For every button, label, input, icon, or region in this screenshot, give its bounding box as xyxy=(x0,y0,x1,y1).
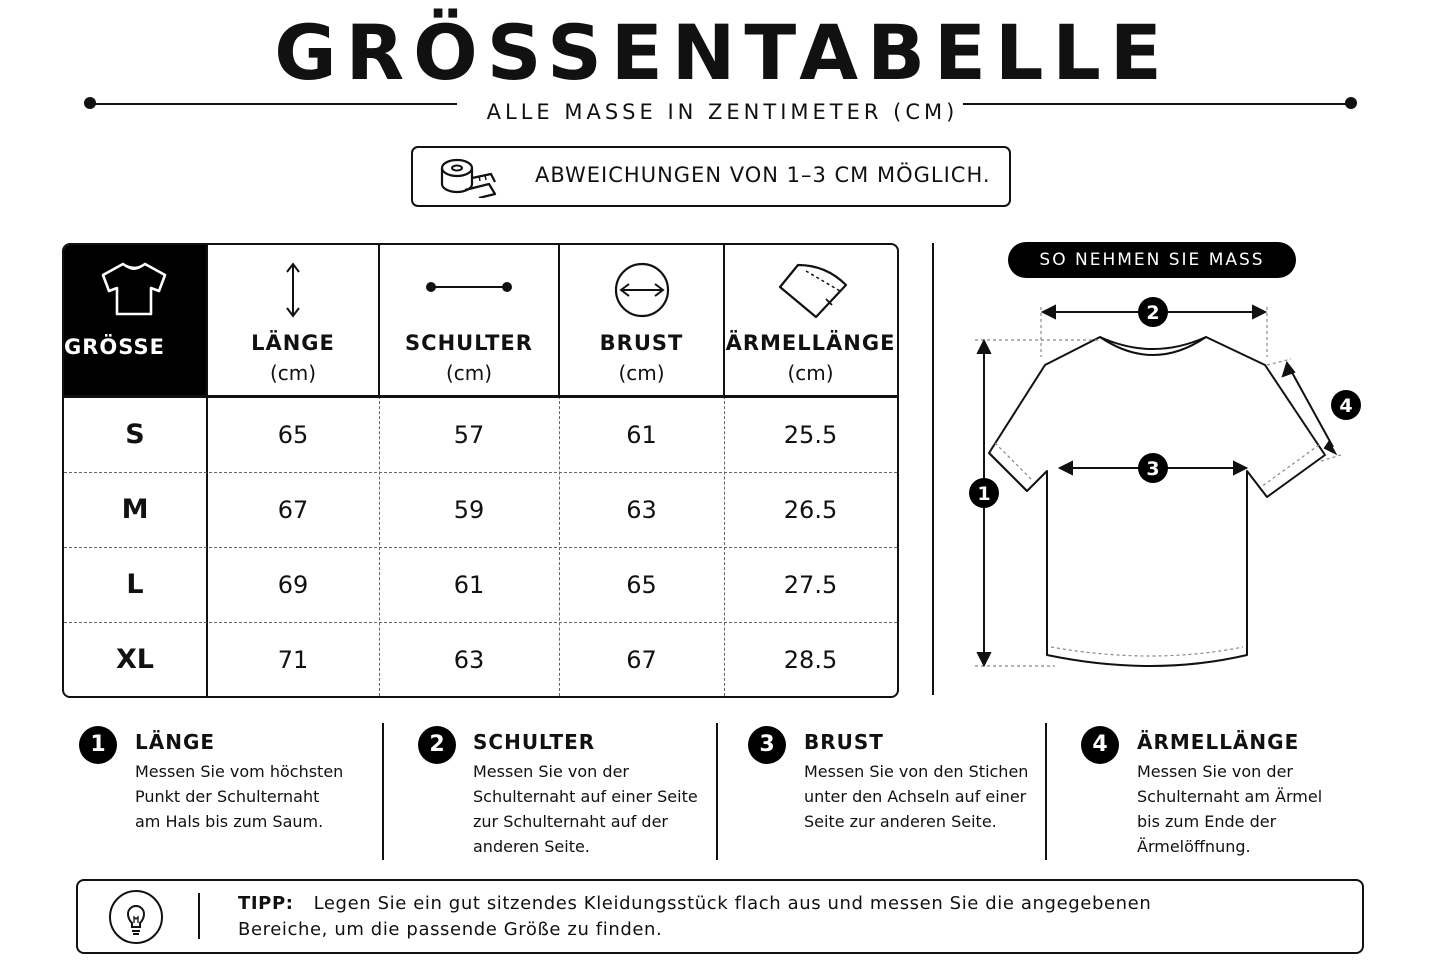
deviation-notice xyxy=(411,146,1011,207)
size-table xyxy=(62,243,899,698)
column-name: ÄRMELLÄNGE xyxy=(725,331,896,355)
table-cell: 63 xyxy=(453,646,485,674)
marker-4 xyxy=(1331,390,1361,420)
measure-title: ÄRMELLÄNGE xyxy=(1137,730,1300,754)
size-label: L xyxy=(126,569,144,600)
column-separator xyxy=(716,723,718,860)
column-header-brust xyxy=(559,245,724,396)
tshirt-icon xyxy=(99,261,169,317)
table-cell: 27.5 xyxy=(783,571,838,599)
description-line: Schulternaht am Ärmel xyxy=(1137,787,1323,806)
tape-measure-icon xyxy=(439,156,499,198)
tshirt-measurement-diagram xyxy=(955,285,1375,685)
section-divider xyxy=(932,243,934,695)
description-line: Punkt der Schulternaht xyxy=(135,787,320,806)
marker-1 xyxy=(969,478,999,508)
tip-separator xyxy=(198,893,200,939)
description-line: bis zum Ende der xyxy=(1137,812,1277,831)
notice-text: ABWEICHUNGEN VON 1–3 CM MÖGLICH. xyxy=(535,163,991,187)
measure-title: LÄNGE xyxy=(135,730,216,754)
tip-line: Legen Sie ein gut sitzendes Kleidungsstück flach aus und messen Sie die angegebenen xyxy=(313,893,1152,914)
table-cell: 57 xyxy=(453,421,485,449)
column-unit: (cm) xyxy=(618,361,665,385)
measure-badge: 2 xyxy=(418,726,456,764)
measure-badge: 3 xyxy=(748,726,786,764)
circle-arrow-icon xyxy=(613,261,671,319)
description-line: unter den Achseln auf einer xyxy=(804,787,1027,806)
measure-badge: 4 xyxy=(1081,726,1119,764)
marker-label: 1 xyxy=(977,483,991,505)
description-line: Messen Sie vom höchsten xyxy=(135,762,344,781)
table-cell: 69 xyxy=(277,571,309,599)
table-cell: 25.5 xyxy=(783,421,838,449)
page-title: GRÖSSENTABELLE xyxy=(274,8,1171,97)
description-line: am Hals bis zum Saum. xyxy=(135,812,324,831)
description-line: Seite zur anderen Seite. xyxy=(804,812,997,831)
tip-box xyxy=(76,879,1364,954)
measure-badge: 1 xyxy=(79,726,117,764)
column-name: BRUST xyxy=(599,331,684,355)
size-label: M xyxy=(121,494,149,525)
header-divider xyxy=(723,245,725,397)
column-header-laenge xyxy=(207,245,379,396)
table-cell: 61 xyxy=(626,421,657,449)
header-divider xyxy=(558,245,560,397)
description-line: Messen Sie von der xyxy=(473,762,629,781)
diagram-label: SO NEHMEN SIE MASS xyxy=(1008,242,1296,278)
subtitle: ALLE MASSE IN ZENTIMETER (CM) xyxy=(486,100,959,124)
description-line: zur Schulternaht auf der xyxy=(473,812,668,831)
table-cell: 67 xyxy=(277,496,309,524)
column-header-aermellaenge xyxy=(724,245,897,396)
column-unit: (cm) xyxy=(787,361,834,385)
marker-label: 2 xyxy=(1146,302,1160,324)
table-cell: 65 xyxy=(277,421,309,449)
column-name: SCHULTER xyxy=(405,331,533,355)
size-column-header xyxy=(64,245,207,396)
measure-description xyxy=(804,759,1034,834)
marker-label: 3 xyxy=(1146,458,1160,480)
table-cell: 65 xyxy=(626,571,657,599)
column-name: LÄNGE xyxy=(251,331,335,355)
size-label: S xyxy=(125,419,145,450)
measure-description xyxy=(1137,759,1352,859)
marker-2 xyxy=(1138,297,1168,327)
vertical-arrow-icon xyxy=(283,261,303,319)
measure-description xyxy=(135,759,350,834)
description-line: Messen Sie von den Stichen xyxy=(804,762,1029,781)
measure-title: SCHULTER xyxy=(473,730,596,754)
header-divider xyxy=(378,245,380,397)
lightbulb-icon xyxy=(108,889,164,945)
tip-label: TIPP: xyxy=(238,893,294,914)
description-line: Schulternaht auf einer Seite xyxy=(473,787,698,806)
table-cell: 67 xyxy=(626,646,657,674)
table-cell: 63 xyxy=(626,496,657,524)
column-header-schulter xyxy=(379,245,559,396)
column-separator xyxy=(382,723,384,860)
tip-text xyxy=(238,891,1238,943)
description-line: Ärmelöffnung. xyxy=(1137,837,1251,856)
tip-line: Bereiche, um die passende Größe zu finden. xyxy=(238,919,663,940)
measure-title: BRUST xyxy=(804,730,884,754)
measure-description xyxy=(473,759,703,859)
table-cell: 26.5 xyxy=(783,496,838,524)
table-cell: 71 xyxy=(277,646,309,674)
table-cell: 59 xyxy=(453,496,485,524)
sleeve-icon xyxy=(776,261,852,321)
column-separator xyxy=(1045,723,1047,860)
size-header-label: GRÖSSE xyxy=(64,335,165,359)
table-cell: 28.5 xyxy=(783,646,838,674)
marker-label: 4 xyxy=(1339,395,1353,417)
column-unit: (cm) xyxy=(269,361,317,385)
description-line: anderen Seite. xyxy=(473,837,590,856)
marker-3 xyxy=(1138,453,1168,483)
column-unit: (cm) xyxy=(445,361,493,385)
description-line: Messen Sie von der xyxy=(1137,762,1293,781)
size-label: XL xyxy=(115,644,155,675)
table-cell: 61 xyxy=(453,571,485,599)
horizontal-line-icon xyxy=(423,279,515,295)
